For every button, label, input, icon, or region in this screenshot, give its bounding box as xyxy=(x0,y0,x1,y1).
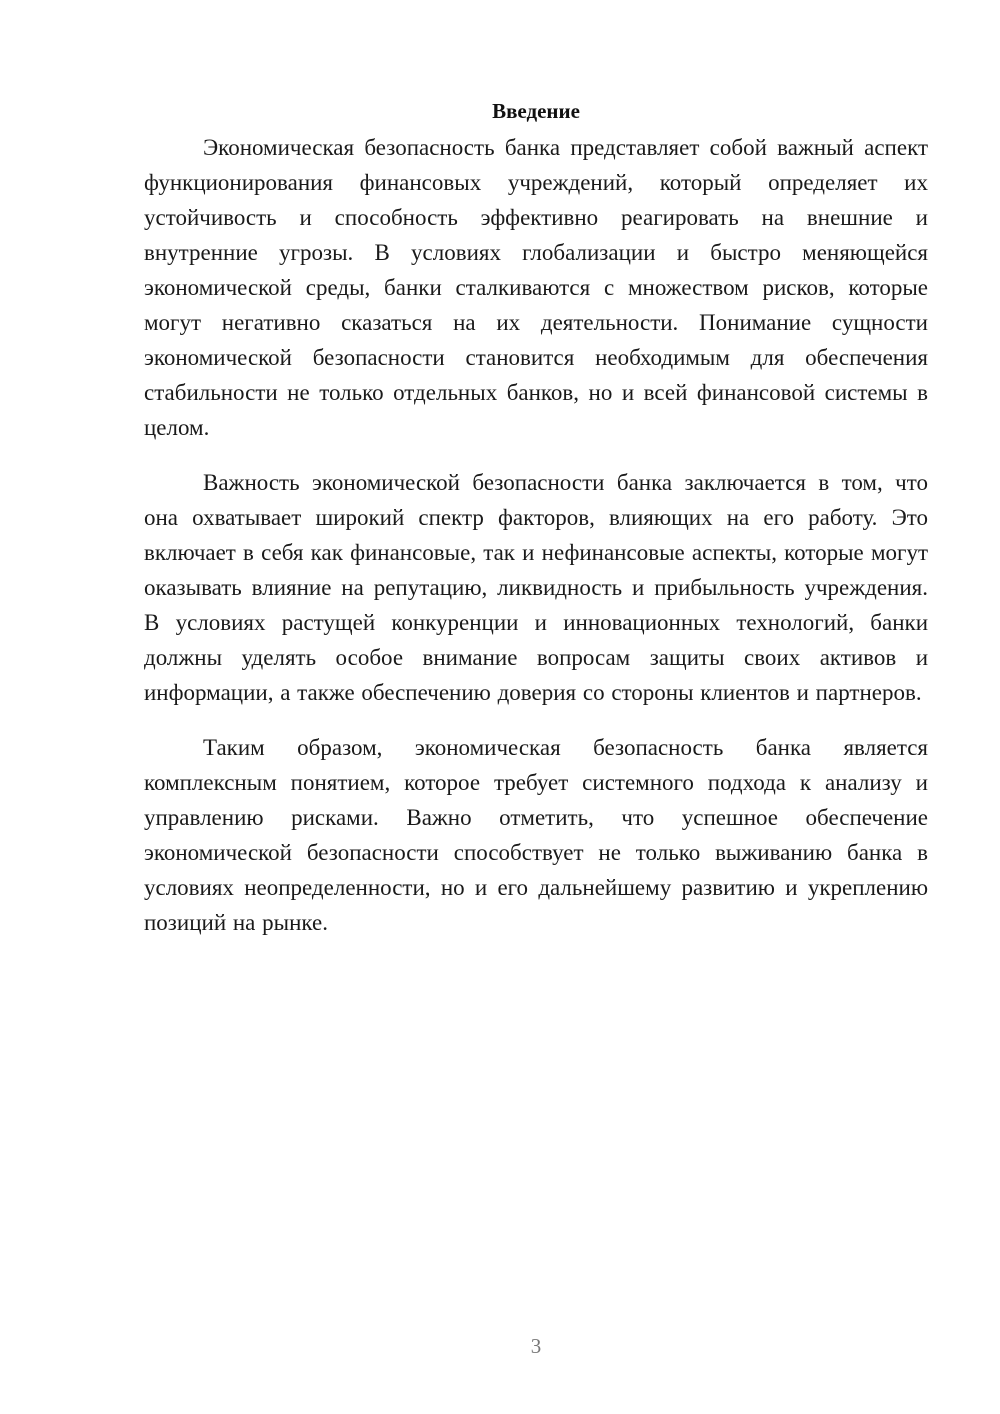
page-content xyxy=(144,96,928,940)
paragraph-2: Важность экономической безопасности банка заключается в том, что она охватывает широкий спектр факторов, влияющих на его работу. Это включает в себя как финансовые, так и нефинансовые аспекты, которые могут оказывать влияние на репутацию, ликвидность и прибыльность учреждения. В условиях растущей конкуренции и инновационных технологий, банки должны уделять особое внимание вопросам защиты своих активов и информации, а также обеспечению доверия со стороны клиентов и партнеров. xyxy=(144,470,928,705)
page-number: 3 xyxy=(530,1334,542,1358)
section-heading: Введение xyxy=(492,99,580,123)
paragraph-1: Экономическая безопасность банка представляет собой важный аспект функционирования финансовых учреждений, который определяет их устойчивость и способность эффективно реагировать на внешние и внутренние угрозы. В условиях глобализации и быстро меняющейся экономической среды, банки сталкиваются с множеством рисков, которые могут негативно сказаться на их деятельности. Понимание сущности экономической безопасности становится необходимым для обеспечения стабильности не только отдельных банков, но и всей финансовой системы в целом. xyxy=(144,135,928,440)
paragraph-3: Таким образом, экономическая безопасность банка является комплексным понятием, которое требует системного подхода к анализу и управлению рисками. Важно отметить, что успешное обеспечение экономической безопасности способствует не только выживанию банка в условиях неопределенности, но и его дальнейшему развитию и укреплению позиций на рынке. xyxy=(144,735,928,935)
